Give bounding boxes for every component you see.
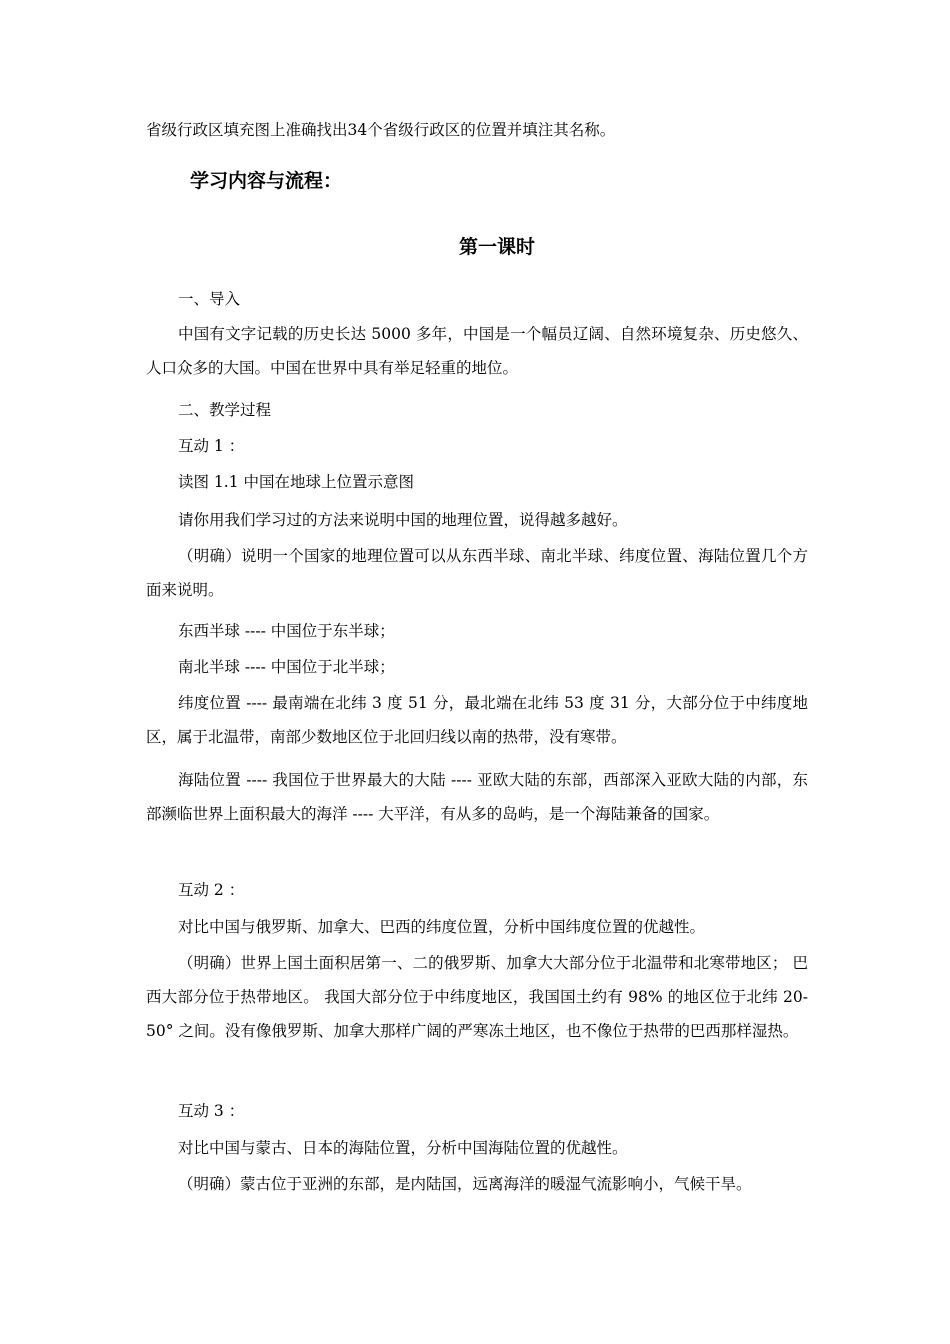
paragraph-question-3: 对比中国与蒙古、日本的海陆位置，分析中国海陆位置的优越性。	[178, 1139, 628, 1157]
paragraph-answer-2: （明确）世界上国土面积居第一、二的俄罗斯、加拿大大部分位于北温带和北寒带地区； 巴西大部分位于热带地区。 我国大部分位于中纬度地区，我国国土约有 98% 的地区位于北纬 20-50° 之间。没有像俄罗斯、加拿大那样广阔的严寒冻土地区，也不像位于热带的巴西那样湿热。	[146, 954, 808, 1040]
paragraph-process-heading: 二、教学过程	[178, 401, 272, 419]
lesson-title: 第一课时	[458, 236, 535, 258]
paragraph-question-2: 对比中国与俄罗斯、加拿大、巴西的纬度位置，分析中国纬度位置的优越性。	[178, 918, 706, 936]
paragraph-answer-1: （明确）说明一个国家的地理位置可以从东西半球、南北半球、纬度位置、海陆位置几个方面来说明。	[146, 547, 808, 599]
paragraph-figure-ref: 读图 1.1 中国在地球上位置示意图	[178, 473, 415, 491]
paragraph-sea-land: 海陆位置 ---- 我国位于世界最大的大陆 ---- 亚欧大陆的东部，西部深入亚欧大陆的内部，东部濒临世界上面积最大的海洋 ---- 大平洋，有从多的岛屿，是一个海陆兼备的国家。	[146, 771, 808, 823]
paragraph-answer-3: （明确）蒙古位于亚洲的东部，是内陆国，远离海洋的暖湿气流影响小，气候干旱。	[178, 1175, 752, 1193]
section-title: 学习内容与流程：	[190, 170, 343, 192]
paragraph-intro-heading: 一、导入	[178, 290, 241, 308]
intro-line: 省级行政区填充图上准确找出34个省级行政区的位置并填注其名称。	[146, 121, 616, 139]
paragraph-hemisphere-ns: 南北半球 ---- 中国位于北半球；	[178, 658, 395, 676]
paragraph-interaction-2: 互动 2 ：	[178, 881, 245, 899]
paragraph-latitude: 纬度位置 ---- 最南端在北纬 3 度 51 分，最北端在北纬 53 度 31 分，大部分位于中纬度地区，属于北温带，南部少数地区位于北回归线以南的热带，没有寒带。	[146, 694, 808, 746]
paragraph-interaction-1: 互动 1 ：	[178, 437, 245, 455]
paragraph-question-1: 请你用我们学习过的方法来说明中国的地理位置，说得越多越好。	[178, 511, 628, 529]
paragraph-hemisphere-ew: 东西半球 ---- 中国位于东半球；	[178, 622, 395, 640]
paragraph-intro-text: 中国有文字记载的历史长达 5000 多年，中国是一个幅员辽阔、自然环境复杂、历史悠久、人口众多的大国。中国在世界中具有举足轻重的地位。	[146, 325, 808, 377]
paragraph-interaction-3: 互动 3 ：	[178, 1102, 245, 1120]
